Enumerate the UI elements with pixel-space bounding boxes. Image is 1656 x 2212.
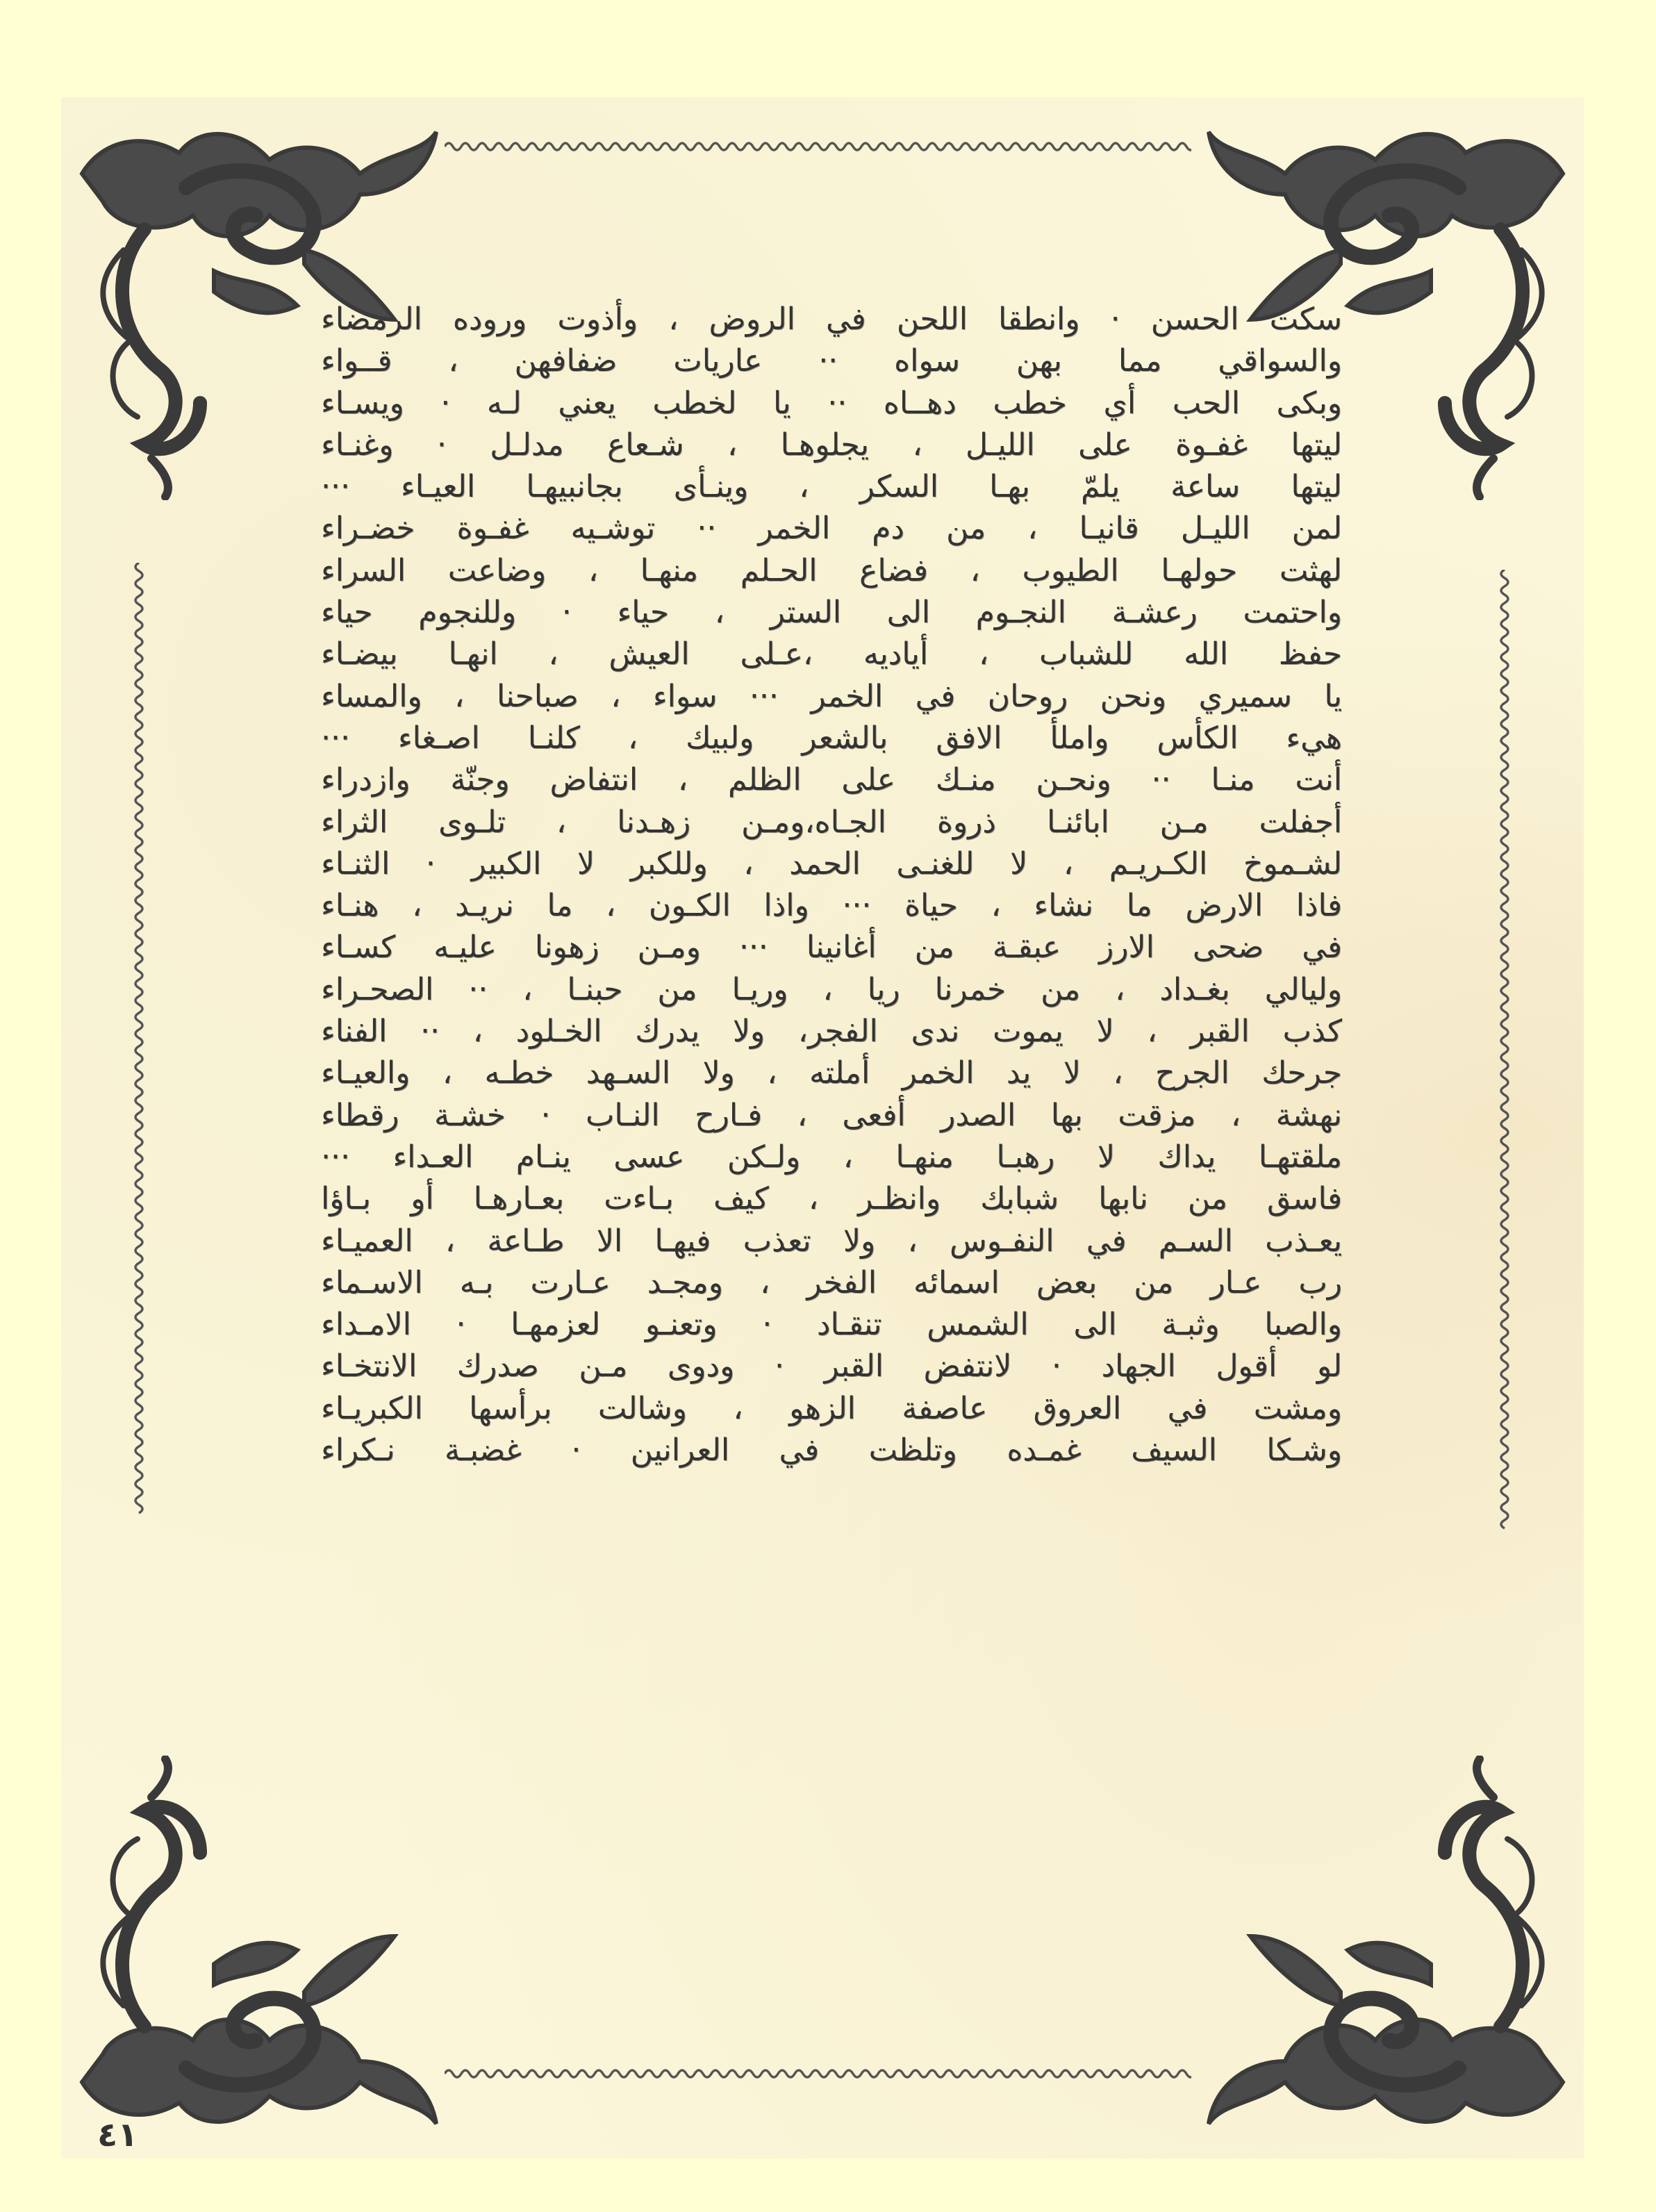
poem-line: ومشت في العروق عاصفة الزهو ، وشالت برأسها الكبريـاء <box>321 1390 1342 1426</box>
poem-line: والصبا وثبـة الى الشمس تنقـاد · وتعنـو لعزمهـا · الامـداء <box>321 1307 1342 1343</box>
poem-line: لشـموخ الكـريـم ، لا للغنـى الحمد ، وللكبر لا الكبير · الثنـاء <box>321 845 1342 882</box>
poem-line: فاسق من نابها شبابك وانظـر ، كيف بـاءت بعـارهـا أو بـاؤا <box>321 1181 1342 1217</box>
poem-line: كذب القبر ، لا يموت ندى الفجر، ولا يدرك الخـلود ، ·· الفناء <box>321 1014 1342 1050</box>
poem-line: في ضحى الارز عبقـة من أغانينا ··· ومـن زهونا عليـه كسـاء <box>321 930 1342 966</box>
bottom-wavy-border <box>445 2065 1191 2083</box>
poem-line: نهشة ، مزقت بها الصدر أفعى ، فـارح النـاب · خشـة رقطاء <box>321 1097 1342 1133</box>
poem-line: لو أقول الجهاد · لانتفض القبر · ودوى مـن صدرك الانتخـاء <box>321 1348 1342 1385</box>
page-number: ٤١ <box>97 2115 138 2154</box>
poem-text-block <box>321 299 1342 1471</box>
poem-line: ملقتهـا يداك لا رهبـا منهـا ، ولـكن عسى ينـام العـداء ··· <box>321 1139 1342 1175</box>
poem-line: هيء الكأس واملأ الافق بالشعر ولبيك ، كلنـا اصـغاء ··· <box>321 720 1342 756</box>
poem-line: يعـذب السـم في النفـوس ، ولا تعذب فيهـا الا طـاعة ، العميـاء <box>321 1223 1342 1259</box>
poem-line: أجفلت مـن ابائنـا ذروة الجـاه،ومـن زهـدنا ، تلـوى الثراء <box>321 804 1342 840</box>
poem-line: فاذا الارض ما نشاء ، حياة ··· واذا الكـون ، ما نريـد ، هنـاء <box>321 888 1342 924</box>
poem-line: أنت منـا ·· ونحـن منـك على الظلم ، انتفاض وجنّة وازدراء <box>321 762 1342 798</box>
poem-line: سكت الحسن · وانطقا اللحن في الروض ، وأذوت وروده الرمضاء <box>321 302 1342 337</box>
acanthus-scroll-icon <box>61 1756 450 2145</box>
poem-line: واحتمت رعشـة النجـوم الى الستر ، حياء · وللنجوم حياء <box>321 595 1342 631</box>
poem-line: يا سميري ونحن روحان في الخمر ··· سواء ، صباحنا ، والمساء <box>321 678 1342 714</box>
right-wavy-border <box>1496 570 1514 1598</box>
poem-line: جرحك الجرح ، لا يد الخمر أملته ، ولا السـهد خطـه ، والعيـاء <box>321 1055 1342 1091</box>
poem-line: وبكى الحب أي خطب دهــاه ·· يا لخطب يعني لـه · ويسـاء <box>321 385 1342 421</box>
poem-line: ليتها ساعة يلمّ بهـا السكر ، وينـأى بجانبيهـا العيـاء ··· <box>321 469 1342 505</box>
poem-line: لمن الليـل قانيـا ، من دم الخمر ·· توشـيه غفـوة خضـراء <box>321 511 1342 547</box>
bottom-left-ornament <box>61 1756 450 2145</box>
left-wavy-border <box>130 563 148 1598</box>
poem-line: لهثت حولهـا الطيوب ، فضاع الحـلم منهـا ، وضاعت السراء <box>321 552 1342 588</box>
poem-line: ليتها غفـوة على الليـل ، يجلوهـا ، شـعاع مدلـل · وغنـاء <box>321 427 1342 463</box>
poem-line: رب عـار من بعض اسمائه الفخر ، ومجـد عـارت بـه الاسـماء <box>321 1264 1342 1301</box>
poem-line: والسواقي مما بهن سواه ·· عاريات ضفافهن ، قــواء <box>321 343 1342 379</box>
acanthus-scroll-icon <box>1195 1756 1584 2145</box>
top-wavy-border <box>445 138 1191 156</box>
poem-line: وليالي بغـداد ، من خمرنا ريا ، وريـا من حبنـا ، ·· الصحـراء <box>321 971 1342 1007</box>
bottom-right-ornament <box>1195 1756 1584 2145</box>
poem-line: وشـكا السيف غمـده وتلظت في العرانين · غضبـة نـكراء <box>321 1433 1342 1469</box>
poem-line: حفظ الله للشباب ، أياديه ،عـلى العيش ، انهـا بيضـاء <box>321 636 1342 672</box>
